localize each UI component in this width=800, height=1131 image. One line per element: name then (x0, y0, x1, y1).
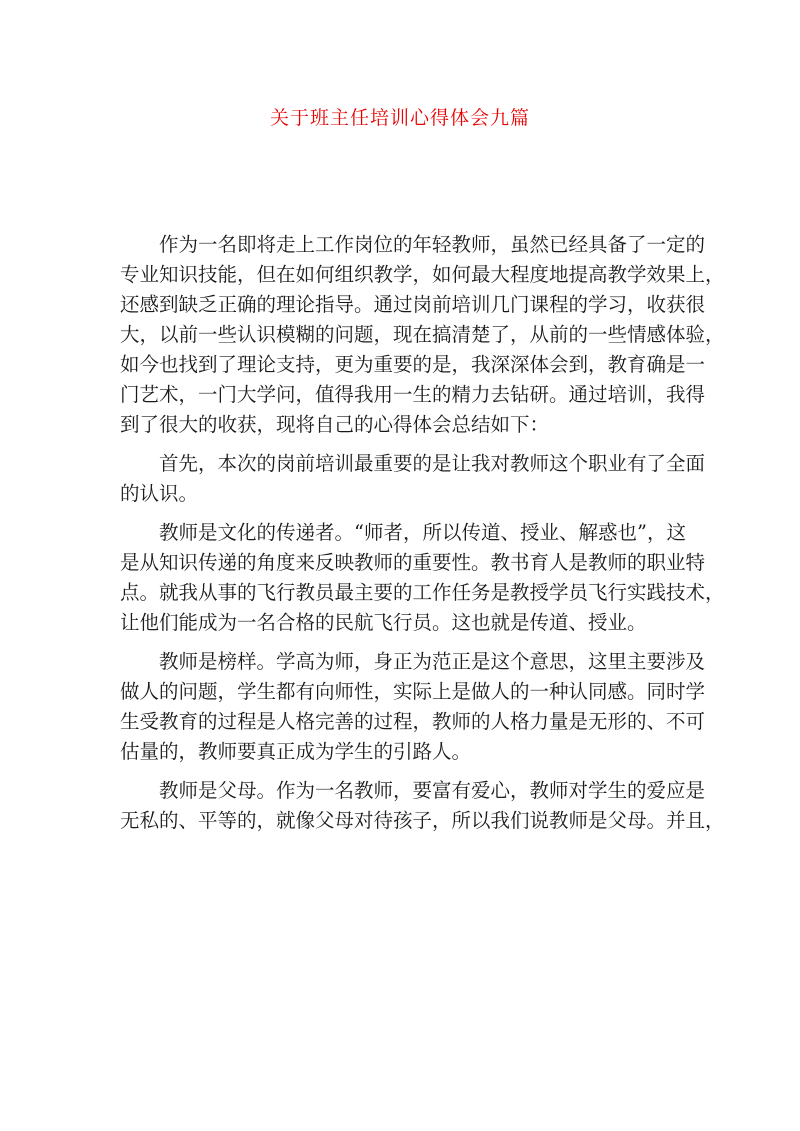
text-line: 如今也找到了理论支持，更为重要的是，我深深体会到，教育确是一 (120, 353, 706, 376)
text-line: 无私的、平等的，就像父母对待孩子，所以我们说教师是父母。并且， (120, 809, 725, 832)
paragraph-5 (120, 776, 725, 836)
text-line: 作为一名即将走上工作岗位的年轻教师，虽然已经具备了一定的 (159, 233, 706, 256)
paragraph-2 (120, 449, 706, 509)
document-body (120, 230, 725, 845)
paragraph-1 (120, 230, 725, 440)
text-line: 教师是榜样。学高为师，身正为范正是这个意思，这里主要涉及 (159, 650, 706, 673)
text-line: 教师是文化的传递者。“师者，所以传道、授业、解惑也”，这 (159, 521, 686, 544)
text-line: 到了很大的收获，现将自己的心得体会总结如下： (120, 413, 550, 436)
text-line: 教师是父母。作为一名教师，要富有爱心，教师对学生的爱应是 (159, 779, 706, 802)
document-title: 关于班主任培训心得体会九篇 (269, 107, 530, 129)
text-line: 估量的，教师要真正成为学生的引路人。 (120, 740, 472, 763)
text-line: 还感到缺乏正确的理论指导。通过岗前培训几门课程的学习，收获很 (120, 293, 706, 316)
text-line: 的认识。 (120, 482, 199, 505)
text-line: 首先，本次的岗前培训最重要的是让我对教师这个职业有了全面 (159, 452, 706, 475)
text-line: 专业知识技能，但在如何组织教学，如何最大程度地提高教学效果上， (120, 263, 725, 286)
text-line: 点。就我从事的飞行教员最主要的工作任务是教授学员飞行实践技术， (120, 581, 725, 604)
paragraph-4 (120, 647, 706, 767)
text-line: 门艺术，一门大学问，值得我用一生的精力去钻研。通过培训，我得 (120, 383, 706, 406)
text-line: 是从知识传递的角度来反映教师的重要性。教书育人是教师的职业特 (120, 551, 706, 574)
paragraph-3 (120, 518, 725, 638)
text-line: 做人的问题，学生都有向师性，实际上是做人的一种认同感。同时学 (120, 680, 706, 703)
text-line: 让他们能成为一名合格的民航飞行员。这也就是传道、授业。 (120, 611, 647, 634)
text-line: 生受教育的过程是人格完善的过程，教师的人格力量是无形的、不可 (120, 710, 706, 733)
text-line: 大，以前一些认识模糊的问题，现在搞清楚了，从前的一些情感体验， (120, 323, 725, 346)
